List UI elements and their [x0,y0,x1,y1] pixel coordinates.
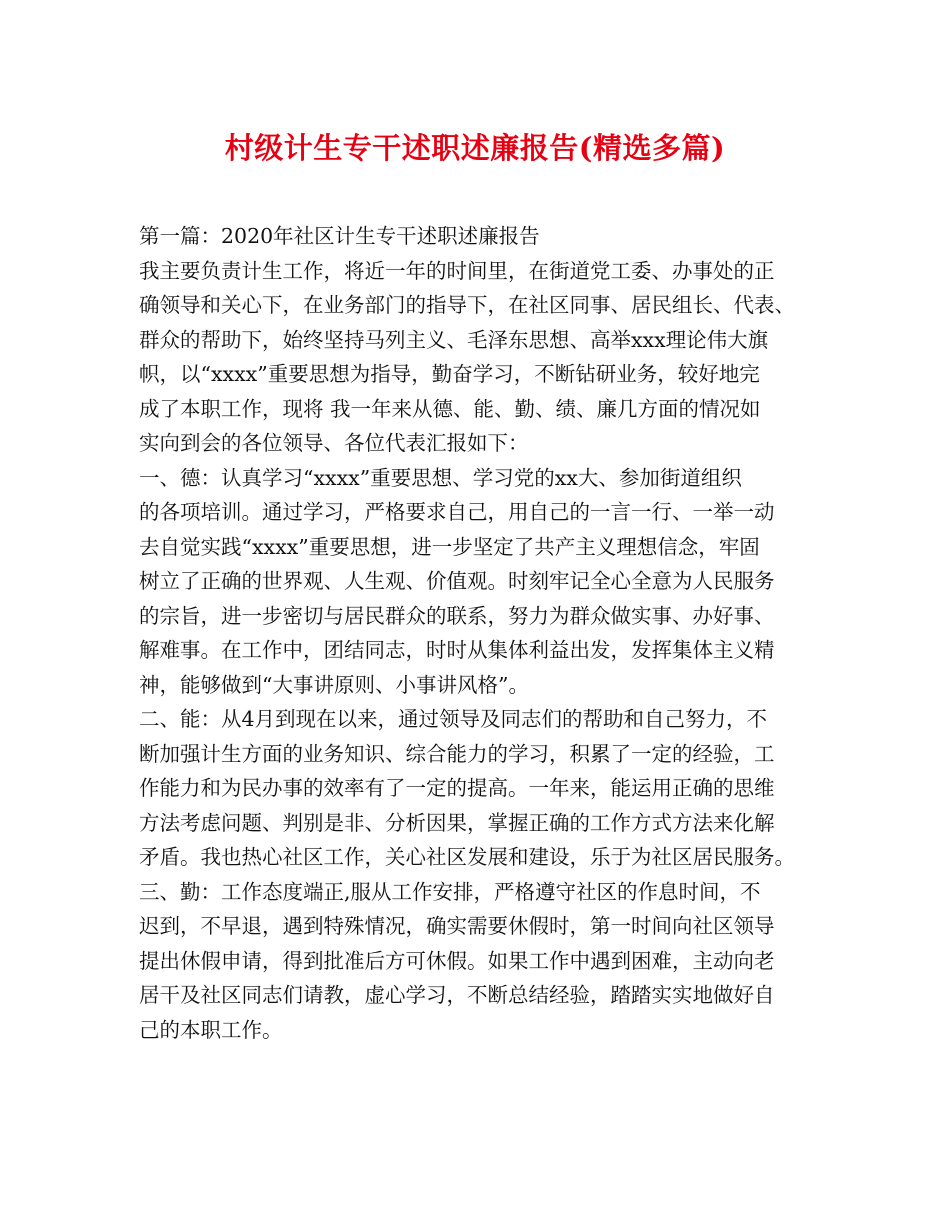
body-line: 树立了正确的世界观、人生观、价值观。时刻牢记全心全意为人民服务 [139,569,775,593]
body-line: 提出休假申请，得到批准后方可休假。如果工作中遇到困难，主动向老 [139,948,775,973]
body-line: 群众的帮助下，始终坚持马列主义、毛泽东思想、高举xxx理论伟大旗 [139,327,769,352]
document-title: 村级计生专干述职述廉报告(精选多篇) [224,131,726,165]
body-line: 的宗旨，进一步密切与居民群众的联系，努力为群众做实事、办好事、 [139,603,775,628]
body-line: 我主要负责计生工作，将近一年的时间里，在街道党工委、办事处的正 [139,258,775,283]
body-line: 解难事。在工作中，团结同志，时时从集体利益出发，发挥集体主义精 [139,638,775,662]
body-line: 居干及社区同志们请教，虚心学习，不断总结经验，踏踏实实地做好自 [139,983,775,1007]
body-line: 实向到会的各位领导、各位代表汇报如下： [139,431,529,455]
body-line: 第一篇：2020年社区计生专干述职述廉报告 [139,224,540,248]
body-line: 己的本职工作。 [139,1017,283,1042]
body-line: 二、能：从4月到现在以来，通过领导及同志们的帮助和自己努力，不 [139,707,768,731]
body-line: 神，能够做到“大事讲原则、小事讲风格”。 [139,672,529,697]
body-line: 方法考虑问题、判别是非、分析因果，掌握正确的工作方式方法来化解 [139,810,775,835]
document-body [139,219,819,1047]
body-line: 的各项培训。通过学习，严格要求自己，用自己的一言一行、一举一动 [139,500,775,524]
body-line: 矛盾。我也热心社区工作，关心社区发展和建设，乐于为社区居民服务。 [139,845,795,869]
body-line: 断加强计生方面的业务知识、综合能力的学习，积累了一定的经验，工 [139,741,775,766]
body-line: 去自觉实践“xxxx”重要思想，进一步坚定了共产主义理想信念，牢固 [139,534,760,559]
body-line: 迟到，不早退，遇到特殊情况，确实需要休假时，第一时间向社区领导 [139,914,775,938]
body-line: 确领导和关心下，在业务部门的指导下，在社区同事、居民组长、代表、 [139,293,795,317]
body-line: 一、德：认真学习“xxxx”重要思想、学习党的xx大、参加街道组织 [139,465,742,490]
body-line: 帜，以“xxxx”重要思想为指导，勤奋学习，不断钻研业务，较好地完 [139,362,760,386]
body-line: 成了本职工作，现将 我一年来从德、能、勤、绩、廉几方面的情况如 [139,396,761,421]
body-line: 三、勤：工作态度端正,服从工作安排，严格遵守社区的作息时间，不 [139,879,761,904]
body-line: 作能力和为民办事的效率有了一定的提高。一年来，能运用正确的思维 [139,776,775,800]
